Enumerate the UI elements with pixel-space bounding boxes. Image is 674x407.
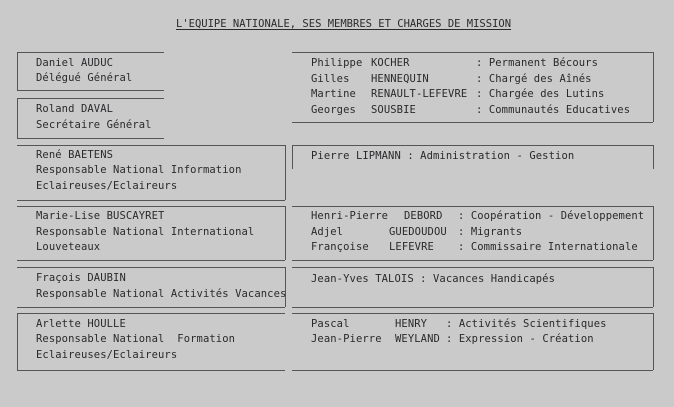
box-rule	[17, 370, 285, 371]
member-role: Responsable National Information	[36, 164, 242, 176]
box-rule	[292, 145, 293, 169]
member-first-name: Martine	[311, 88, 356, 100]
member-first-name: Jean-Pierre	[311, 333, 382, 345]
box-rule	[292, 370, 653, 371]
box-rule	[17, 313, 285, 314]
member-first-name: Adjel	[311, 226, 344, 238]
box-rule	[653, 52, 654, 122]
member-role: : Commissaire Internationale	[458, 241, 638, 253]
member-last-name: LEFEVRE	[389, 241, 434, 253]
box-rule	[17, 200, 285, 201]
box-rule	[285, 267, 286, 307]
member-role: Responsable National International	[36, 226, 255, 238]
member-last-name: HENNEQUIN	[371, 73, 429, 85]
member-role: : Migrants	[458, 226, 523, 238]
member-role: : Communautés Educatives	[476, 104, 631, 116]
member-entry: Jean-Yves TALOIS : Vacances Handicapés	[311, 273, 556, 285]
box-rule	[285, 145, 286, 200]
member-role: : Expression - Création	[446, 333, 594, 345]
member-role: Délégué Général	[36, 72, 133, 84]
member-name: Arlette HOULLE	[36, 318, 126, 330]
box-rule	[653, 313, 654, 370]
box-rule	[17, 90, 164, 91]
member-first-name: Françoise	[311, 241, 369, 253]
member-name: René BAETENS	[36, 149, 114, 161]
member-role: Eclaireuses/Eclaireurs	[36, 180, 178, 192]
member-role: : Activités Scientifiques	[446, 318, 607, 330]
box-rule	[17, 260, 285, 261]
member-name: Fraçois DAUBIN	[36, 272, 126, 284]
box-rule	[17, 98, 164, 99]
member-last-name: GUEDOUDOU	[389, 226, 447, 238]
box-rule	[292, 52, 653, 53]
member-first-name: Pascal	[311, 318, 350, 330]
page-title: L'EQUIPE NATIONALE, SES MEMBRES ET CHARGES DE MISSION	[176, 18, 512, 30]
member-last-name: WEYLAND	[395, 333, 440, 345]
member-name: Marie-Lise BUSCAYRET	[36, 210, 165, 222]
member-role: : Permanent Bécours	[476, 57, 599, 69]
box-rule	[17, 52, 18, 90]
member-last-name: RENAULT-LEFEVRE	[371, 88, 468, 100]
box-rule	[292, 122, 653, 123]
member-last-name: DEBORD	[404, 210, 443, 222]
member-first-name: Philippe	[311, 57, 363, 69]
member-first-name: Henri-Pierre	[311, 210, 389, 222]
box-rule	[17, 267, 285, 268]
box-rule	[292, 206, 653, 207]
box-rule	[653, 206, 654, 260]
member-role: Secrétaire Général	[36, 119, 152, 131]
box-rule	[292, 307, 653, 308]
member-role: Eclaireuses/Eclaireurs	[36, 349, 178, 361]
member-role: : Chargée des Lutins	[476, 88, 605, 100]
box-rule	[17, 52, 164, 53]
member-last-name: KOCHER	[371, 57, 410, 69]
member-role: Responsable National Activités Vacances	[36, 288, 287, 300]
box-rule	[292, 313, 653, 314]
member-last-name: SOUSBIE	[371, 104, 416, 116]
box-rule	[17, 206, 285, 207]
member-role: Responsable National Formation	[36, 333, 236, 345]
member-role: : Chargé des Aînés	[476, 73, 592, 85]
box-rule	[653, 145, 654, 169]
box-rule	[17, 138, 164, 139]
box-rule	[17, 145, 285, 146]
member-first-name: Georges	[311, 104, 356, 116]
member-name: Roland DAVAL	[36, 103, 114, 115]
box-rule	[653, 267, 654, 307]
box-rule	[17, 313, 18, 370]
member-role: : Coopération - Développement	[458, 210, 645, 222]
box-rule	[17, 98, 18, 138]
member-name: Daniel AUDUC	[36, 57, 114, 69]
member-last-name: HENRY	[395, 318, 428, 330]
member-first-name: Gilles	[311, 73, 350, 85]
box-rule	[17, 307, 285, 308]
member-role: Louveteaux	[36, 241, 101, 253]
box-rule	[292, 267, 653, 268]
member-entry: Pierre LIPMANN : Administration - Gestion	[311, 150, 575, 162]
box-rule	[292, 260, 653, 261]
box-rule	[285, 206, 286, 260]
box-rule	[292, 145, 653, 146]
